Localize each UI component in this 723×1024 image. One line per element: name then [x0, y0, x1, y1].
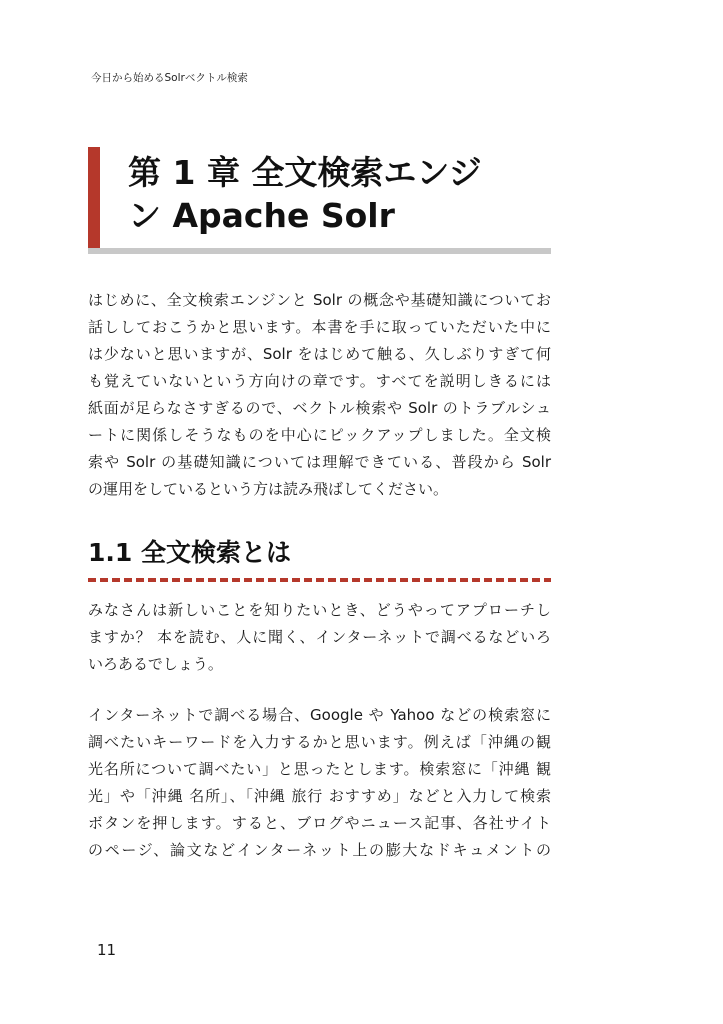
text-line: ますか？ 本を読む、人に聞く、インターネットで調べるなどいろ [88, 628, 551, 646]
chapter-title-line: 第 1 章 全文検索エンジ [128, 153, 482, 192]
text-line: 話ししておこうかと思います。本書を手に取っていただいた中に [88, 318, 551, 336]
section-dashed-rule [88, 578, 551, 582]
text-line: みなさんは新しいことを知りたいとき、どうやってアプローチし [88, 601, 551, 619]
chapter-heading [88, 147, 551, 254]
text-line: はじめに、全文検索エンジンと Solr の概念や基礎知識についてお [88, 291, 551, 309]
text-line: 調べたいキーワードを入力するかと思います。例えば「沖縄の観 [88, 733, 551, 751]
page-number: 11 [97, 941, 117, 959]
chapter-accent-bar [88, 147, 100, 254]
chapter-title-line: ン Apache Solr [128, 196, 395, 235]
text-line: ボタンを押します。すると、ブログやニュース記事、各社サイト [88, 814, 551, 832]
text-line: のページ、論文などインターネット上の膨大なドキュメントの [88, 841, 551, 859]
chapter-underline [88, 248, 551, 254]
text-line: ートに関係しそうなものを中心にピックアップしました。全文検 [88, 426, 551, 444]
text-line: 索や Solr の基礎知識については理解できている、普段から Solr [88, 453, 551, 471]
text-line: は少ないと思いますが、Solr をはじめて触る、久しぶりすぎて何 [88, 345, 551, 363]
text-line: インターネットで調べる場合、Google や Yahoo などの検索窓に [88, 706, 551, 724]
text-line: 光」や「沖縄 名所」、「沖縄 旅行 おすすめ」などと入力して検索 [88, 787, 551, 805]
text-line: 紙面が足らなさすぎるので、ベクトル検索や Solr のトラブルシュ [88, 399, 551, 417]
paragraph [88, 702, 551, 864]
running-head: 今日から始めるSolrベクトル検索 [91, 72, 248, 84]
text-line: も覚えていないという方向けの章です。すべてを説明しきるには [88, 372, 551, 390]
intro-paragraph [88, 287, 551, 503]
section-heading: 1.1 全文検索とは [88, 538, 291, 567]
chapter-title [128, 151, 548, 237]
text-line: 光名所について調べたい」と思ったとします。検索窓に「沖縄 観 [88, 760, 551, 778]
text-line: の運用をしているという方は読み飛ばしてください。 [88, 480, 449, 498]
text-line: いろあるでしょう。 [88, 655, 223, 673]
paragraph [88, 597, 551, 678]
